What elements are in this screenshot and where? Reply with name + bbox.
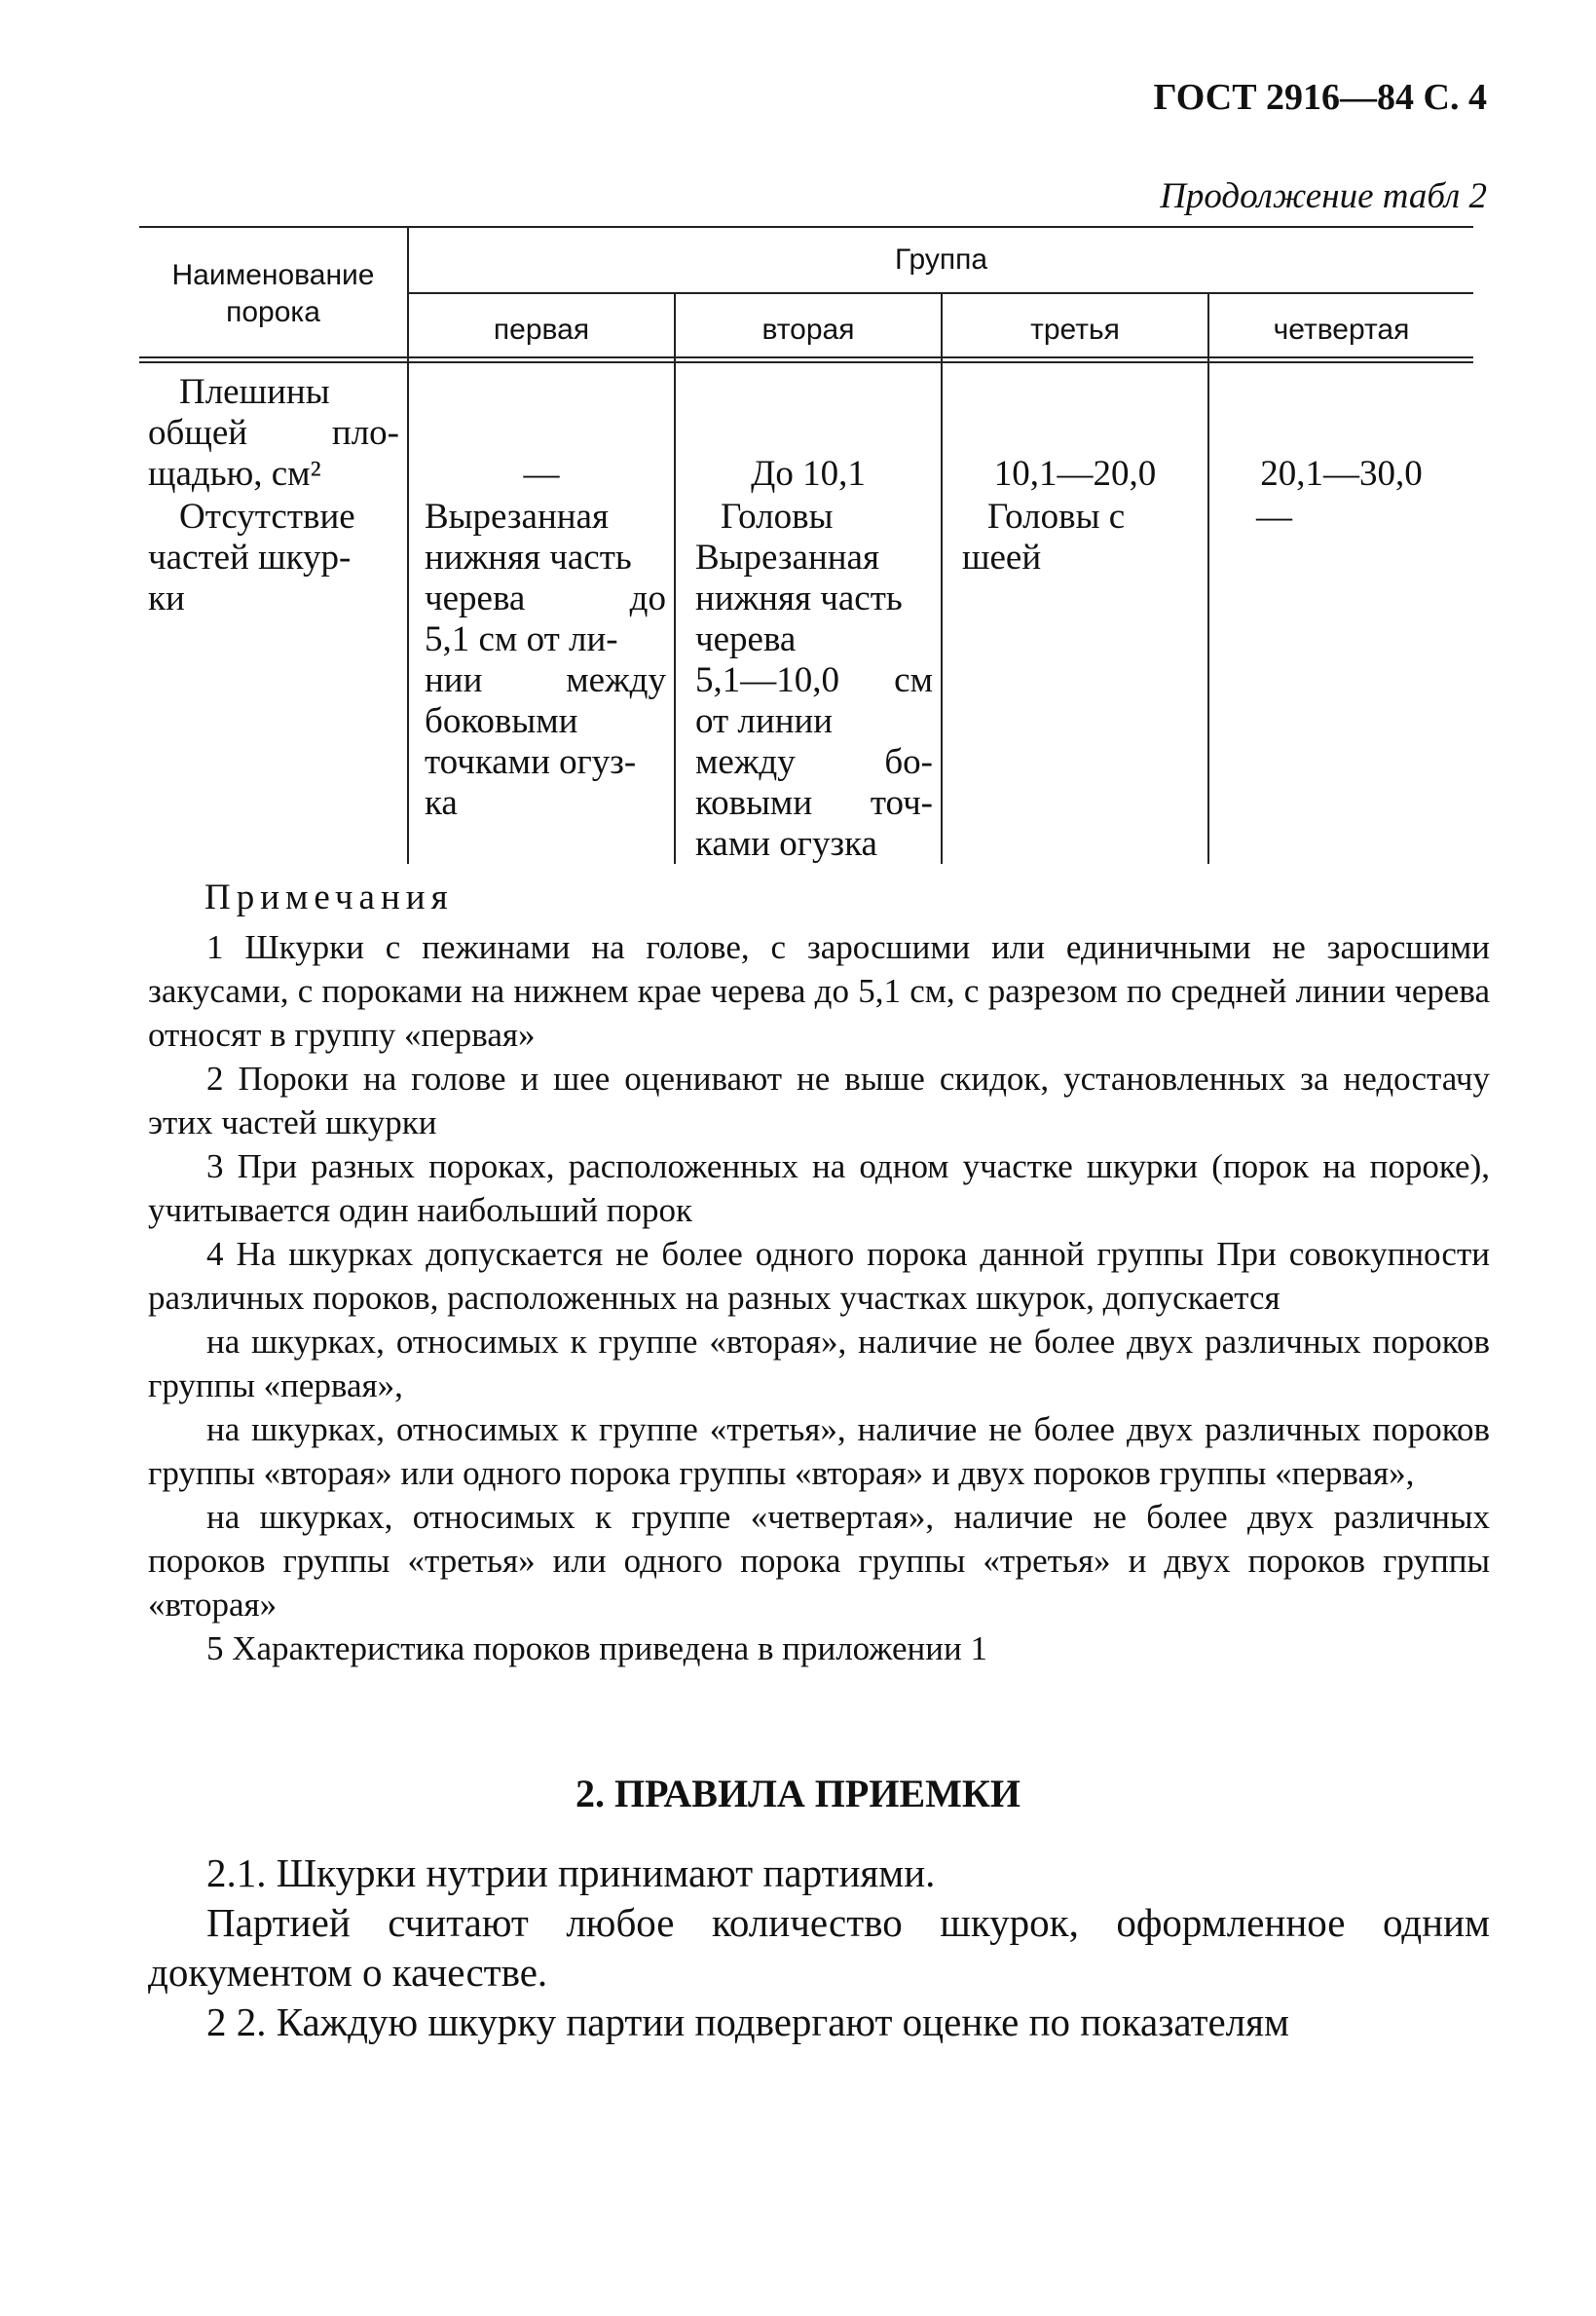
cell-line: Вырезанная <box>695 538 879 578</box>
cell-line: Головы <box>721 497 834 537</box>
notes-list <box>148 925 1490 1670</box>
cell-line: — <box>1256 497 1292 537</box>
note-paragraph: на шкурках, относимых к группе «вторая», наличие не более двух различных пороков группы «первая», <box>148 1323 1490 1404</box>
note-paragraph: 4 На шкурках допускается не более одного порока данной группы При совокупности различных пороков, расположенных на разных участках шкурок, допускается <box>148 1235 1490 1317</box>
row2-defect-name <box>148 497 399 619</box>
row2-third <box>962 497 1200 579</box>
cell-line: нижняя часть <box>695 579 903 618</box>
note-paragraph: 3 При разных пороках, расположенных на одном участке шкурки (порок на пороке), учитывается один наибольший порок <box>148 1147 1490 1229</box>
cell-line: Головы с <box>987 497 1126 537</box>
cell-line: До 10,1 <box>751 454 866 494</box>
cell-line: 10,1—20,0 <box>993 454 1157 494</box>
cell-line: Вырезанная <box>425 497 609 537</box>
cell-line: между бо- <box>695 742 933 782</box>
row1-second <box>676 454 941 495</box>
col-header-line: порока <box>226 296 320 328</box>
body-paragraph: 2.1. Шкурки нутрии принимают партиями. <box>206 1850 936 1895</box>
row1-first <box>409 454 674 495</box>
col-header-first: первая <box>493 314 590 346</box>
cell-line: ками огузка <box>695 824 877 864</box>
cell-line: шеей <box>962 538 1042 578</box>
cell-line: щадью, см² <box>148 454 321 494</box>
col-header-fourth: четвертая <box>1273 314 1410 346</box>
col-header-second: вторая <box>761 314 855 346</box>
note-paragraph: 2 Пороки на голове и шее оценивают не выше скидок, установленных за недостачу этих частей шкурки <box>148 1060 1490 1141</box>
cell-line: ковыми точ- <box>695 783 933 823</box>
note-paragraph: 1 Шкурки с пежинами на голове, с заросшими или единичными не заросшими закусами, с пороками на нижнем крае черева до 5,1 см, с разрезом по средней линии черева относят в группу «первая» <box>148 928 1490 1054</box>
document-reference: ГОСТ 2916—84 С. 4 <box>1153 77 1487 118</box>
cell-line: частей шкур- <box>148 538 352 578</box>
row2-second <box>695 497 933 865</box>
note-paragraph: на шкурках, относимых к группе «третья», наличие не более двух различных пороков группы «вторая» или одного порока группы «вторая» и двух пороков группы «первая», <box>148 1410 1490 1492</box>
cell-line: боковыми <box>425 701 578 741</box>
col-header-line: Наименование <box>171 259 375 291</box>
note-paragraph: на шкурках, относимых к группе «четвертая», наличие не более двух различных пороков группы «третья» или одного порока группы «третья» и двух пороков группы «вторая» <box>148 1498 1490 1624</box>
cell-line: черева <box>695 619 797 659</box>
row1-fourth <box>1209 454 1473 495</box>
row1-defect-name <box>148 372 399 495</box>
group-header: Группа <box>894 243 988 276</box>
cell-line: общей пло- <box>148 413 399 453</box>
cell-line: нии между <box>425 660 666 700</box>
note-paragraph: 5 Характеристика пороков приведена в приложении 1 <box>206 1629 987 1667</box>
cell-line: ки <box>148 579 185 618</box>
body-paragraph: 2 2. Каждую шкурку партии подвергают оценке по показателям <box>206 1999 1289 2044</box>
section-body <box>148 1849 1490 2047</box>
cell-line: точками огуз- <box>425 742 637 782</box>
row1-third <box>943 454 1207 495</box>
cell-line: — <box>523 454 560 494</box>
cell-line: Плешины <box>179 372 330 412</box>
notes-title: Примечания <box>204 878 454 917</box>
row2-fourth <box>1256 497 1451 538</box>
col-header-defect-name <box>139 257 407 331</box>
section-title: 2. ПРАВИЛА ПРИЕМКИ <box>575 1772 1021 1815</box>
cell-line: нижняя часть <box>425 538 632 578</box>
body-paragraph: Партией считают любое количество шкурок, оформленное одним документом о качестве. <box>148 1900 1490 1995</box>
cell-line: 5,1 см от ли- <box>425 619 618 659</box>
row2-first <box>425 497 666 824</box>
col-header-third: третья <box>1030 314 1120 346</box>
cell-line: 20,1—30,0 <box>1260 454 1423 494</box>
cell-line: ка <box>425 783 458 823</box>
table-continuation-label: Продолжение табл 2 <box>1160 176 1487 216</box>
cell-line: 5,1—10,0 см <box>695 660 933 700</box>
cell-line: от линии <box>695 701 834 741</box>
cell-line: черева до <box>425 579 666 618</box>
cell-line: Отсутствие <box>179 497 355 537</box>
